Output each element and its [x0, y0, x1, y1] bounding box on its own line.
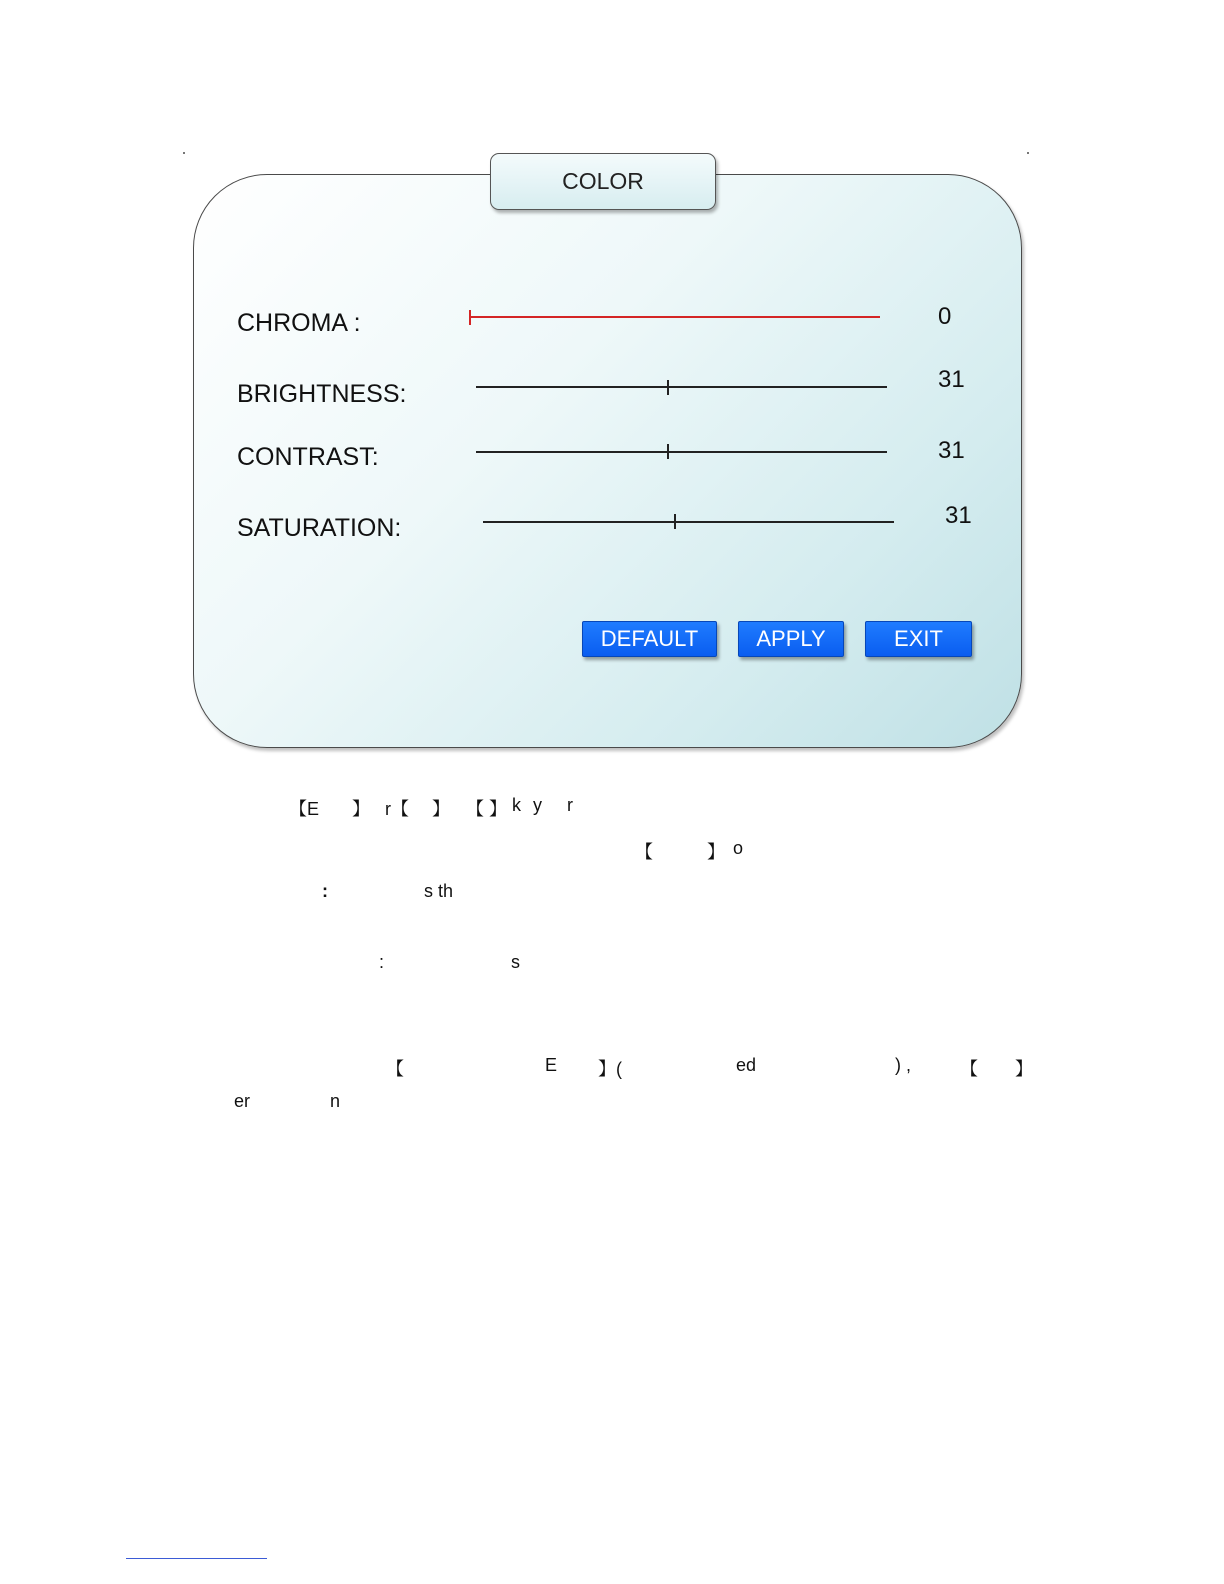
chroma-slider-track[interactable]: [469, 316, 880, 318]
chroma-slider-thumb[interactable]: [469, 310, 471, 325]
text-fragment: :: [379, 952, 385, 972]
saturation-slider-track[interactable]: [483, 521, 894, 523]
contrast-label: CONTRAST:: [237, 443, 379, 471]
text-fragment: o: [733, 838, 744, 858]
saturation-value: 31: [945, 502, 972, 529]
text-fragment: 】: [489, 799, 507, 819]
text-fragment: ed: [736, 1055, 757, 1075]
brightness-label: BRIGHTNESS:: [237, 380, 407, 408]
corner-mark-right: [1027, 152, 1029, 154]
corner-mark-left: [183, 152, 185, 154]
footnote-separator: [126, 1558, 267, 1559]
brightness-slider-track[interactable]: [476, 386, 887, 388]
exit-button[interactable]: EXIT: [865, 621, 972, 657]
text-fragment: s th: [424, 881, 454, 901]
text-fragment: r: [567, 795, 573, 815]
text-fragment: y: [533, 795, 542, 815]
chroma-value: 0: [938, 303, 952, 330]
text-fragment: 】: [352, 799, 370, 819]
text-fragment: E: [545, 1055, 558, 1075]
text-fragment: s: [511, 952, 520, 972]
text-fragment: 【: [386, 1059, 404, 1079]
text-fragment: :: [322, 881, 328, 901]
saturation-label: SATURATION:: [237, 514, 402, 542]
text-fragment: 【: [960, 1059, 978, 1079]
brightness-value: 31: [938, 366, 965, 393]
brightness-slider-thumb[interactable]: [667, 380, 669, 395]
text-fragment: r【: [385, 799, 409, 819]
text-fragment: 】: [707, 842, 725, 862]
text-fragment: ) ,: [895, 1055, 911, 1075]
text-fragment: 】(: [598, 1059, 622, 1079]
text-fragment: 】: [432, 799, 450, 819]
contrast-value: 31: [938, 437, 965, 464]
text-fragment: 【: [466, 799, 484, 819]
text-fragment: 】: [1015, 1059, 1033, 1079]
default-button[interactable]: DEFAULT: [582, 621, 717, 657]
chroma-label: CHROMA :: [237, 309, 361, 337]
text-fragment: 【E: [289, 799, 320, 819]
text-fragment: 【: [635, 842, 653, 862]
text-fragment: k: [512, 795, 521, 815]
text-fragment: er: [234, 1091, 251, 1111]
saturation-slider-thumb[interactable]: [674, 514, 676, 529]
contrast-slider-thumb[interactable]: [667, 444, 669, 459]
contrast-slider-track[interactable]: [476, 451, 887, 453]
apply-button[interactable]: APPLY: [738, 621, 844, 657]
text-fragment: n: [330, 1091, 341, 1111]
dialog-title: COLOR: [490, 153, 716, 210]
